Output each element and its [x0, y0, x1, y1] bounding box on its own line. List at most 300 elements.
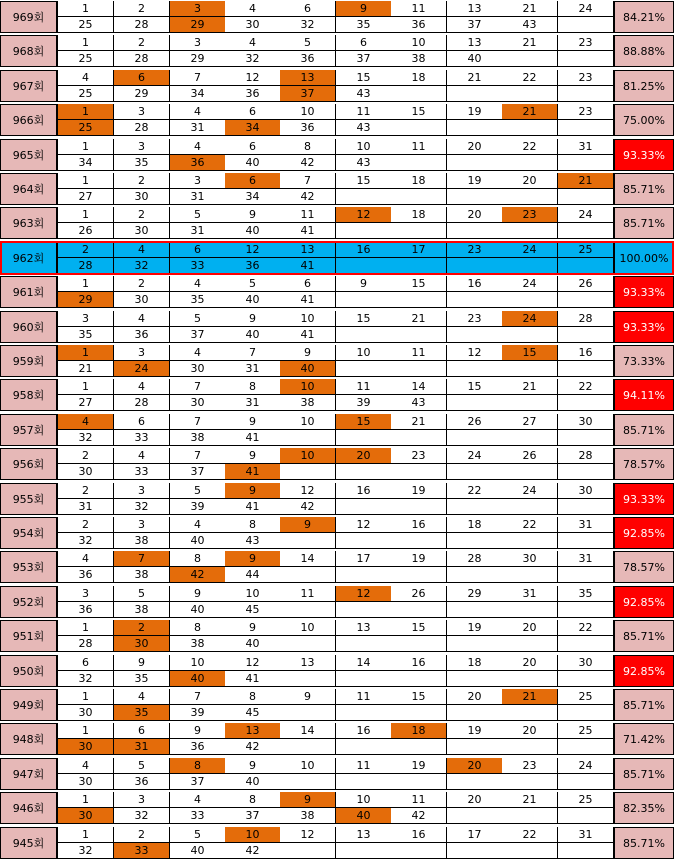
number-cell [558, 705, 614, 721]
number-cell: 29 [447, 586, 503, 602]
number-cell: 5 [170, 207, 226, 223]
number-cell [558, 223, 614, 239]
number-cell: 33 [170, 808, 226, 824]
number-cell [336, 739, 392, 755]
number-cell: 22 [502, 139, 558, 155]
round-label: 966회 [0, 104, 57, 136]
number-cell: 42 [225, 843, 281, 859]
number-cell [502, 361, 558, 377]
round-row [0, 655, 674, 687]
hit-number-cell: 31 [114, 739, 170, 755]
number-cell: 38 [391, 51, 447, 67]
round-label: 951회 [0, 620, 57, 652]
number-cell [391, 843, 447, 859]
number-cell: 39 [170, 499, 226, 515]
number-cell [336, 705, 392, 721]
number-cell: 23 [502, 758, 558, 774]
number-cell: 16 [447, 276, 503, 292]
number-cell: 42 [225, 739, 281, 755]
number-cell: 6 [58, 655, 114, 671]
number-cell: 4 [58, 758, 114, 774]
number-cell: 39 [170, 705, 226, 721]
number-cell: 10 [336, 139, 392, 155]
number-cell: 10 [225, 586, 281, 602]
number-cell [558, 189, 614, 205]
number-cell: 1 [58, 139, 114, 155]
number-cell: 36 [225, 86, 281, 102]
hit-number-cell: 13 [280, 70, 336, 86]
number-cell [391, 292, 447, 308]
number-cell: 28 [558, 311, 614, 327]
number-cell [558, 567, 614, 583]
round-row [0, 792, 674, 824]
number-cell: 43 [336, 86, 392, 102]
number-cell: 7 [170, 448, 226, 464]
round-row [0, 242, 674, 274]
hit-number-cell: 20 [447, 758, 503, 774]
number-cell: 36 [280, 51, 336, 67]
number-cell: 40 [225, 636, 281, 652]
hit-number-cell: 9 [336, 1, 392, 17]
number-cell: 42 [280, 155, 336, 171]
number-cell: 15 [336, 70, 392, 86]
number-cell: 24 [558, 1, 614, 17]
percentage-cell: 75.00% [614, 104, 674, 136]
number-cell [447, 671, 503, 687]
round-row [0, 723, 674, 755]
number-cell: 41 [280, 258, 336, 274]
number-cell [391, 499, 447, 515]
number-cell: 22 [502, 517, 558, 533]
number-cell: 36 [225, 258, 281, 274]
number-cell [502, 774, 558, 790]
number-cell [336, 671, 392, 687]
percentage-cell: 92.85% [614, 586, 674, 618]
number-cell: 2 [58, 517, 114, 533]
number-cell [280, 533, 336, 549]
hit-number-cell: 12 [336, 207, 392, 223]
number-cell: 40 [447, 51, 503, 67]
hit-number-cell: 12 [336, 586, 392, 602]
round-label: 950회 [0, 655, 57, 687]
number-cell: 3 [114, 483, 170, 499]
number-cell: 43 [336, 155, 392, 171]
number-cell: 42 [280, 499, 336, 515]
number-cell: 4 [114, 448, 170, 464]
number-cell: 12 [447, 345, 503, 361]
number-cell [447, 120, 503, 136]
number-cell: 20 [447, 689, 503, 705]
hit-number-cell: 2 [114, 620, 170, 636]
number-cell: 31 [58, 499, 114, 515]
percentage-cell: 85.71% [614, 207, 674, 239]
number-cell: 4 [58, 70, 114, 86]
number-cell: 14 [280, 551, 336, 567]
number-cell: 12 [280, 827, 336, 843]
number-cell [558, 774, 614, 790]
number-cell: 21 [502, 792, 558, 808]
number-cell: 11 [336, 758, 392, 774]
number-cell [280, 464, 336, 480]
number-cell: 11 [280, 586, 336, 602]
number-cell: 27 [502, 414, 558, 430]
number-cell: 3 [114, 792, 170, 808]
number-cell: 3 [170, 35, 226, 51]
number-cell: 12 [225, 242, 281, 258]
number-cell [336, 602, 392, 618]
number-cell: 10 [280, 104, 336, 120]
number-cell: 20 [447, 792, 503, 808]
number-cell [558, 843, 614, 859]
hit-number-cell: 24 [114, 361, 170, 377]
number-cell: 3 [170, 173, 226, 189]
number-cell: 16 [336, 723, 392, 739]
number-cell: 24 [502, 483, 558, 499]
hit-number-cell: 9 [280, 517, 336, 533]
number-cell [558, 464, 614, 480]
number-cell: 34 [170, 86, 226, 102]
number-cell [447, 843, 503, 859]
number-cell [391, 602, 447, 618]
hit-number-cell: 37 [280, 86, 336, 102]
number-cell: 1 [58, 1, 114, 17]
number-cell: 41 [280, 327, 336, 343]
number-cell: 34 [58, 155, 114, 171]
number-cell: 45 [225, 705, 281, 721]
hit-number-cell: 10 [280, 379, 336, 395]
percentage-cell: 84.21% [614, 1, 674, 33]
number-cell: 36 [280, 120, 336, 136]
number-cell [391, 636, 447, 652]
round-label: 949회 [0, 689, 57, 721]
number-cell [558, 533, 614, 549]
number-cell [447, 464, 503, 480]
number-cell: 23 [391, 448, 447, 464]
number-cell [502, 395, 558, 411]
number-cell: 23 [558, 35, 614, 51]
number-cell [447, 86, 503, 102]
number-cell: 28 [447, 551, 503, 567]
number-cell: 35 [114, 155, 170, 171]
number-cell: 18 [391, 173, 447, 189]
number-cell: 30 [114, 223, 170, 239]
number-cell: 12 [225, 655, 281, 671]
round-row [0, 551, 674, 583]
number-cell [502, 671, 558, 687]
percentage-cell: 88.88% [614, 35, 674, 67]
number-cell: 18 [447, 655, 503, 671]
number-cell: 16 [391, 827, 447, 843]
hit-number-cell: 33 [114, 843, 170, 859]
number-cell: 5 [114, 586, 170, 602]
hit-number-cell: 21 [502, 104, 558, 120]
number-cell [336, 499, 392, 515]
number-cell: 32 [58, 671, 114, 687]
number-cell: 31 [170, 189, 226, 205]
round-row [0, 448, 674, 480]
number-cell: 3 [114, 139, 170, 155]
number-cell [391, 327, 447, 343]
number-cell [280, 705, 336, 721]
number-cell: 9 [225, 207, 281, 223]
hit-number-cell: 24 [502, 311, 558, 327]
number-cell: 32 [58, 843, 114, 859]
number-cell: 2 [58, 242, 114, 258]
number-cell: 23 [447, 311, 503, 327]
number-cell: 35 [558, 586, 614, 602]
number-cell: 39 [336, 395, 392, 411]
number-cell: 8 [170, 620, 226, 636]
percentage-cell: 85.71% [614, 827, 674, 859]
number-cell: 26 [502, 448, 558, 464]
number-cell: 28 [58, 258, 114, 274]
percentage-cell: 82.35% [614, 792, 674, 824]
number-cell: 34 [225, 189, 281, 205]
number-cell: 28 [114, 17, 170, 33]
number-cell [336, 464, 392, 480]
number-cell: 16 [558, 345, 614, 361]
number-cell: 4 [170, 139, 226, 155]
round-row [0, 758, 674, 790]
round-label: 967회 [0, 70, 57, 102]
number-cell: 37 [170, 327, 226, 343]
number-cell [447, 602, 503, 618]
number-cell: 15 [391, 276, 447, 292]
number-cell [336, 533, 392, 549]
number-cell [447, 223, 503, 239]
number-cell: 6 [114, 414, 170, 430]
number-cell: 24 [558, 758, 614, 774]
number-cell: 9 [225, 758, 281, 774]
number-cell [502, 567, 558, 583]
number-cell: 19 [391, 551, 447, 567]
number-cell [447, 499, 503, 515]
round-label: 948회 [0, 723, 57, 755]
number-cell [447, 705, 503, 721]
round-label: 960회 [0, 311, 57, 343]
number-cell: 22 [447, 483, 503, 499]
number-cell: 5 [114, 758, 170, 774]
number-cell: 30 [170, 395, 226, 411]
number-cell [280, 739, 336, 755]
number-cell [502, 120, 558, 136]
hit-number-cell: 23 [502, 207, 558, 223]
hit-number-cell: 40 [280, 361, 336, 377]
percentage-cell: 100.00% [614, 242, 674, 274]
number-cell: 19 [447, 620, 503, 636]
number-cell: 22 [502, 70, 558, 86]
number-cell: 11 [336, 104, 392, 120]
number-cell: 30 [170, 361, 226, 377]
number-cell [336, 843, 392, 859]
number-cell [280, 567, 336, 583]
round-label: 965회 [0, 139, 57, 171]
number-cell: 4 [114, 242, 170, 258]
number-cell: 32 [58, 430, 114, 446]
number-cell [391, 671, 447, 687]
number-cell: 42 [280, 189, 336, 205]
number-cell: 5 [225, 276, 281, 292]
number-cell: 10 [170, 655, 226, 671]
number-cell: 23 [558, 70, 614, 86]
number-cell [336, 361, 392, 377]
number-cell: 38 [280, 808, 336, 824]
number-cell: 29 [114, 86, 170, 102]
number-cell [447, 395, 503, 411]
percentage-cell: 92.85% [614, 655, 674, 687]
number-cell: 20 [502, 723, 558, 739]
number-cell: 40 [225, 327, 281, 343]
number-cell: 21 [391, 311, 447, 327]
number-cell: 10 [336, 345, 392, 361]
number-cell: 21 [391, 414, 447, 430]
percentage-cell: 71.42% [614, 723, 674, 755]
number-cell: 6 [280, 1, 336, 17]
number-cell: 10 [280, 311, 336, 327]
number-cell: 36 [114, 327, 170, 343]
number-cell [558, 361, 614, 377]
hit-number-cell: 25 [58, 120, 114, 136]
number-cell: 30 [558, 655, 614, 671]
round-row [0, 1, 674, 33]
number-cell [447, 292, 503, 308]
number-cell [558, 395, 614, 411]
number-cell: 25 [58, 86, 114, 102]
number-cell [502, 189, 558, 205]
number-cell: 9 [170, 723, 226, 739]
percentage-cell: 78.57% [614, 448, 674, 480]
number-cell: 7 [280, 173, 336, 189]
number-cell: 1 [58, 827, 114, 843]
number-cell: 45 [225, 602, 281, 618]
number-cell [558, 499, 614, 515]
number-cell: 23 [447, 242, 503, 258]
round-row [0, 586, 674, 618]
number-cell: 2 [114, 173, 170, 189]
number-cell: 10 [336, 792, 392, 808]
number-cell [502, 430, 558, 446]
number-cell: 4 [58, 551, 114, 567]
round-label: 969회 [0, 1, 57, 33]
number-cell: 6 [336, 35, 392, 51]
number-cell: 6 [114, 723, 170, 739]
number-cell: 35 [114, 671, 170, 687]
number-cell [558, 120, 614, 136]
hit-number-cell: 6 [225, 173, 281, 189]
number-cell: 26 [58, 223, 114, 239]
number-cell [502, 292, 558, 308]
round-label: 959회 [0, 345, 57, 377]
number-cell: 12 [280, 483, 336, 499]
number-cell: 30 [114, 292, 170, 308]
number-cell: 11 [391, 1, 447, 17]
number-cell: 21 [447, 70, 503, 86]
number-cell: 13 [447, 1, 503, 17]
hit-number-cell: 9 [225, 483, 281, 499]
number-cell: 14 [391, 379, 447, 395]
number-cell: 20 [502, 620, 558, 636]
number-cell [447, 533, 503, 549]
number-cell: 41 [280, 223, 336, 239]
number-cell: 7 [170, 70, 226, 86]
round-label: 961회 [0, 276, 57, 308]
number-cell [502, 636, 558, 652]
round-label: 946회 [0, 792, 57, 824]
number-cell [447, 774, 503, 790]
number-cell: 43 [502, 17, 558, 33]
number-cell: 28 [114, 120, 170, 136]
number-cell [558, 602, 614, 618]
number-cell: 9 [280, 345, 336, 361]
number-cell: 31 [225, 395, 281, 411]
number-cell: 37 [447, 17, 503, 33]
number-cell: 33 [114, 430, 170, 446]
number-cell: 13 [447, 35, 503, 51]
number-cell [502, 533, 558, 549]
round-label: 963회 [0, 207, 57, 239]
number-cell [391, 258, 447, 274]
number-cell: 32 [114, 808, 170, 824]
hit-number-cell: 1 [58, 345, 114, 361]
number-cell: 16 [336, 483, 392, 499]
number-cell [447, 636, 503, 652]
percentage-cell: 85.71% [614, 758, 674, 790]
number-cell: 38 [170, 636, 226, 652]
number-cell [391, 155, 447, 171]
number-cell: 8 [225, 689, 281, 705]
number-cell: 31 [225, 361, 281, 377]
round-row [0, 139, 674, 171]
number-cell: 9 [280, 689, 336, 705]
number-cell: 40 [170, 843, 226, 859]
number-cell [280, 843, 336, 859]
number-cell: 20 [447, 139, 503, 155]
number-cell [502, 86, 558, 102]
round-row [0, 35, 674, 67]
number-cell: 32 [280, 17, 336, 33]
number-cell [391, 567, 447, 583]
number-cell: 6 [225, 139, 281, 155]
percentage-cell: 81.25% [614, 70, 674, 102]
number-cell: 2 [114, 1, 170, 17]
number-cell: 1 [58, 723, 114, 739]
number-cell: 30 [58, 705, 114, 721]
number-cell [502, 51, 558, 67]
hit-number-cell: 20 [336, 448, 392, 464]
number-cell: 22 [502, 827, 558, 843]
number-cell [447, 430, 503, 446]
number-cell: 21 [502, 35, 558, 51]
number-cell: 20 [447, 207, 503, 223]
number-cell [558, 155, 614, 171]
number-cell: 9 [225, 414, 281, 430]
number-cell: 20 [502, 173, 558, 189]
number-cell: 25 [558, 723, 614, 739]
number-cell [391, 120, 447, 136]
number-cell: 14 [336, 655, 392, 671]
number-cell: 40 [225, 292, 281, 308]
hit-number-cell: 21 [502, 689, 558, 705]
number-cell: 31 [558, 827, 614, 843]
hit-number-cell: 35 [114, 705, 170, 721]
number-cell: 19 [447, 723, 503, 739]
number-cell: 5 [170, 827, 226, 843]
number-cell: 26 [391, 586, 447, 602]
number-cell [447, 361, 503, 377]
number-cell: 31 [558, 517, 614, 533]
hit-number-cell: 40 [336, 808, 392, 824]
number-cell: 11 [336, 379, 392, 395]
